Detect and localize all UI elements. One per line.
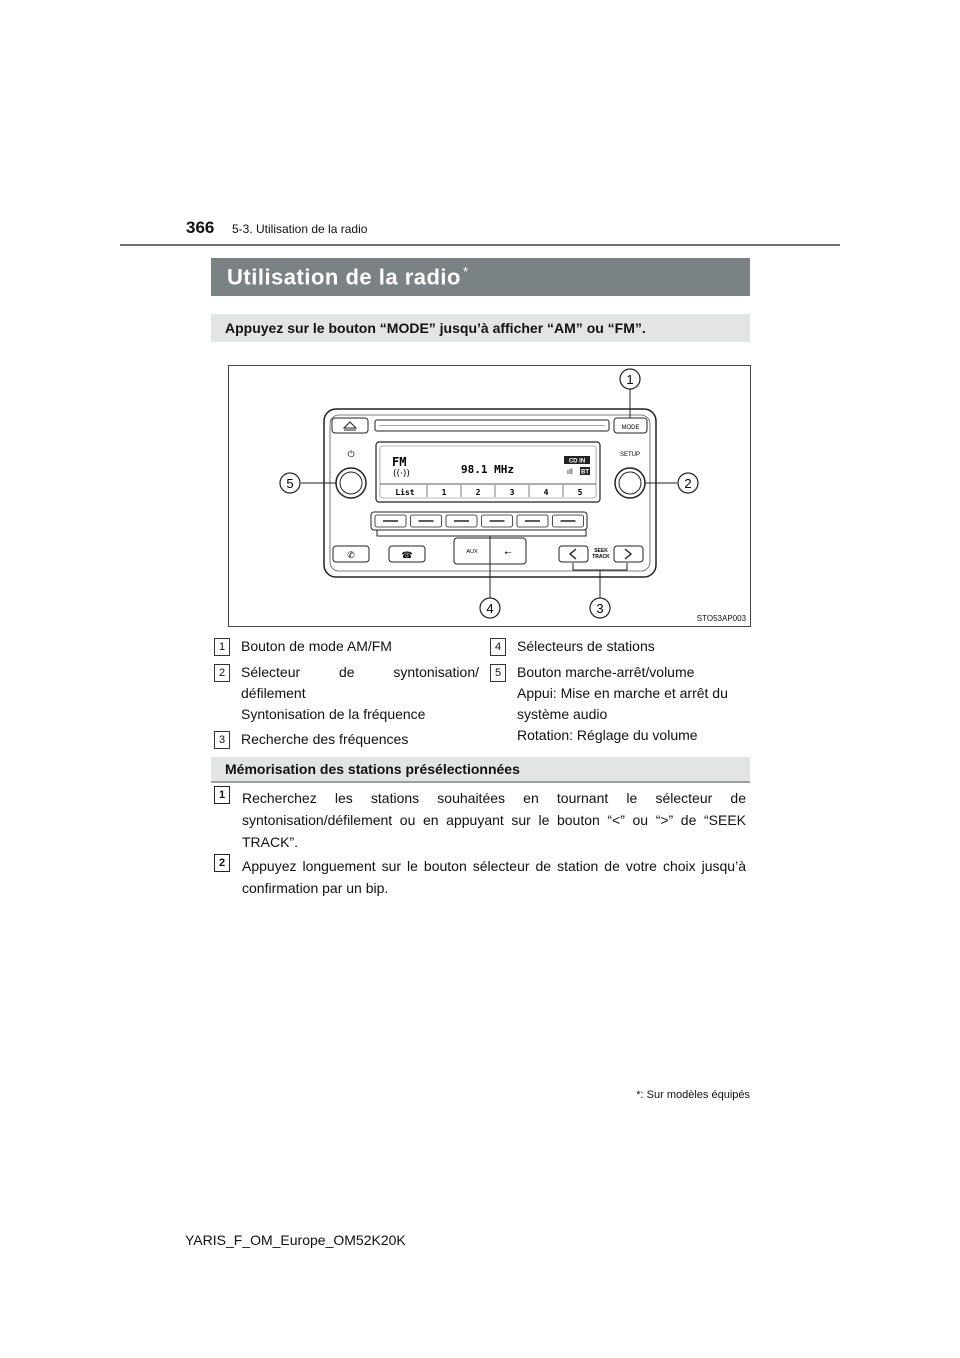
footnote (636, 1089, 750, 1101)
callout-number: 2 (684, 476, 692, 491)
legend-line: Bouton marche-arrêt/volume (517, 664, 695, 680)
preset-buttons (375, 515, 584, 527)
section-reference: 5-3. Utilisation de la radio (232, 222, 368, 236)
preset-label: 4 (543, 488, 549, 497)
legend-line: défilement (241, 685, 306, 701)
callout-number: 3 (596, 601, 604, 616)
preset-labels (427, 485, 583, 497)
step-number: 1 (214, 786, 230, 804)
figure-code: STO53AP003 (696, 614, 746, 623)
legend-number: 3 (214, 731, 230, 749)
display-band: FM (392, 455, 407, 469)
footer-code: YARIS_F_OM_Europe_OM52K20K (185, 1232, 406, 1248)
list-label: List (395, 488, 415, 497)
legend-item (241, 636, 392, 657)
preset-label: 1 (441, 488, 447, 497)
legend-line: Sélecteur de syntonisation/ (241, 664, 479, 680)
leader-3 (573, 563, 627, 598)
subsection-title: Mémorisation des stations présélectionnées (225, 761, 520, 777)
legend-line: Bouton de mode AM/FM (241, 638, 392, 654)
asterisk-mark: * (462, 264, 469, 279)
page-title-text: Utilisation de la radio (227, 264, 461, 290)
legend-line: Sélecteurs de stations (517, 638, 655, 654)
step-text: Recherchez les stations souhaitées en tournant le sélecteur de syntonisation/défilement ou en appuyant sur le bouton “<” ou “>” de “SEEK TRACK”. (242, 790, 746, 850)
legend-number: 5 (490, 664, 506, 682)
power-icon: ⏻ (347, 450, 355, 460)
legend-number: 4 (490, 638, 506, 656)
intro-text: Appuyez sur le bouton “MODE” jusqu’à afficher “AM” ou “FM”. (225, 320, 646, 336)
legend-item (517, 662, 728, 746)
legend-number: 2 (214, 664, 230, 682)
setup-label: SETUP (619, 452, 641, 458)
phone-icon: ✆ (347, 551, 355, 561)
seek-up-button (614, 546, 643, 562)
eject-button (332, 418, 368, 433)
callouts (280, 369, 698, 618)
display-frequency: 98.1 MHz (461, 463, 514, 476)
radio-illustration (229, 366, 750, 626)
eject-icon (344, 422, 356, 430)
legend-line: Rotation: Réglage du volume (517, 727, 698, 743)
radio-figure (228, 365, 751, 627)
step-number: 2 (214, 854, 230, 872)
mode-label: MODE (621, 425, 640, 431)
step-text: Appuyez longuement sur le bouton sélecteur de station de votre choix jusqu’à confirmation par un bip. (242, 858, 746, 896)
usb-icon: ⭠ (504, 548, 512, 558)
hangup-icon: ☎ (401, 551, 413, 561)
asterisk-mark: * (636, 1089, 641, 1101)
chevron-right-icon (625, 549, 631, 559)
bt-label: BT (581, 469, 589, 476)
seek-down-button (559, 546, 588, 562)
callout-number: 4 (486, 601, 494, 616)
callout-number: 5 (286, 476, 294, 491)
track-label: TRACK (592, 554, 610, 560)
legend-line: Syntonisation de la fréquence (241, 706, 426, 722)
intro-bar (211, 314, 750, 342)
signal-icon: ıll (567, 468, 573, 476)
callout-number: 1 (626, 372, 634, 387)
legend-number: 1 (214, 638, 230, 656)
title-bar (211, 258, 750, 296)
preset-label: 5 (577, 488, 583, 497)
seek-label: SEEK (594, 548, 608, 554)
preset-label: 2 (475, 488, 481, 497)
page-number: 366 (186, 218, 215, 237)
legend-item (241, 662, 479, 725)
legend-line: Appui: Mise en marche et arrêt du (517, 685, 728, 701)
rds-icon: ((·)) (393, 469, 410, 479)
footnote-text: : Sur modèles équipés (640, 1089, 750, 1101)
cd-in-label: CD IN (568, 458, 586, 465)
legend-line: Recherche des fréquences (241, 731, 409, 747)
subsection-bar (211, 757, 750, 783)
header-rule (120, 244, 840, 246)
legend-item (517, 636, 655, 657)
page-title (227, 264, 469, 290)
legend-item (241, 729, 408, 750)
chevron-left-icon (570, 549, 576, 559)
aux-label: AUX (466, 549, 478, 555)
preset-label: 3 (509, 488, 515, 497)
legend-line: système audio (517, 706, 608, 722)
